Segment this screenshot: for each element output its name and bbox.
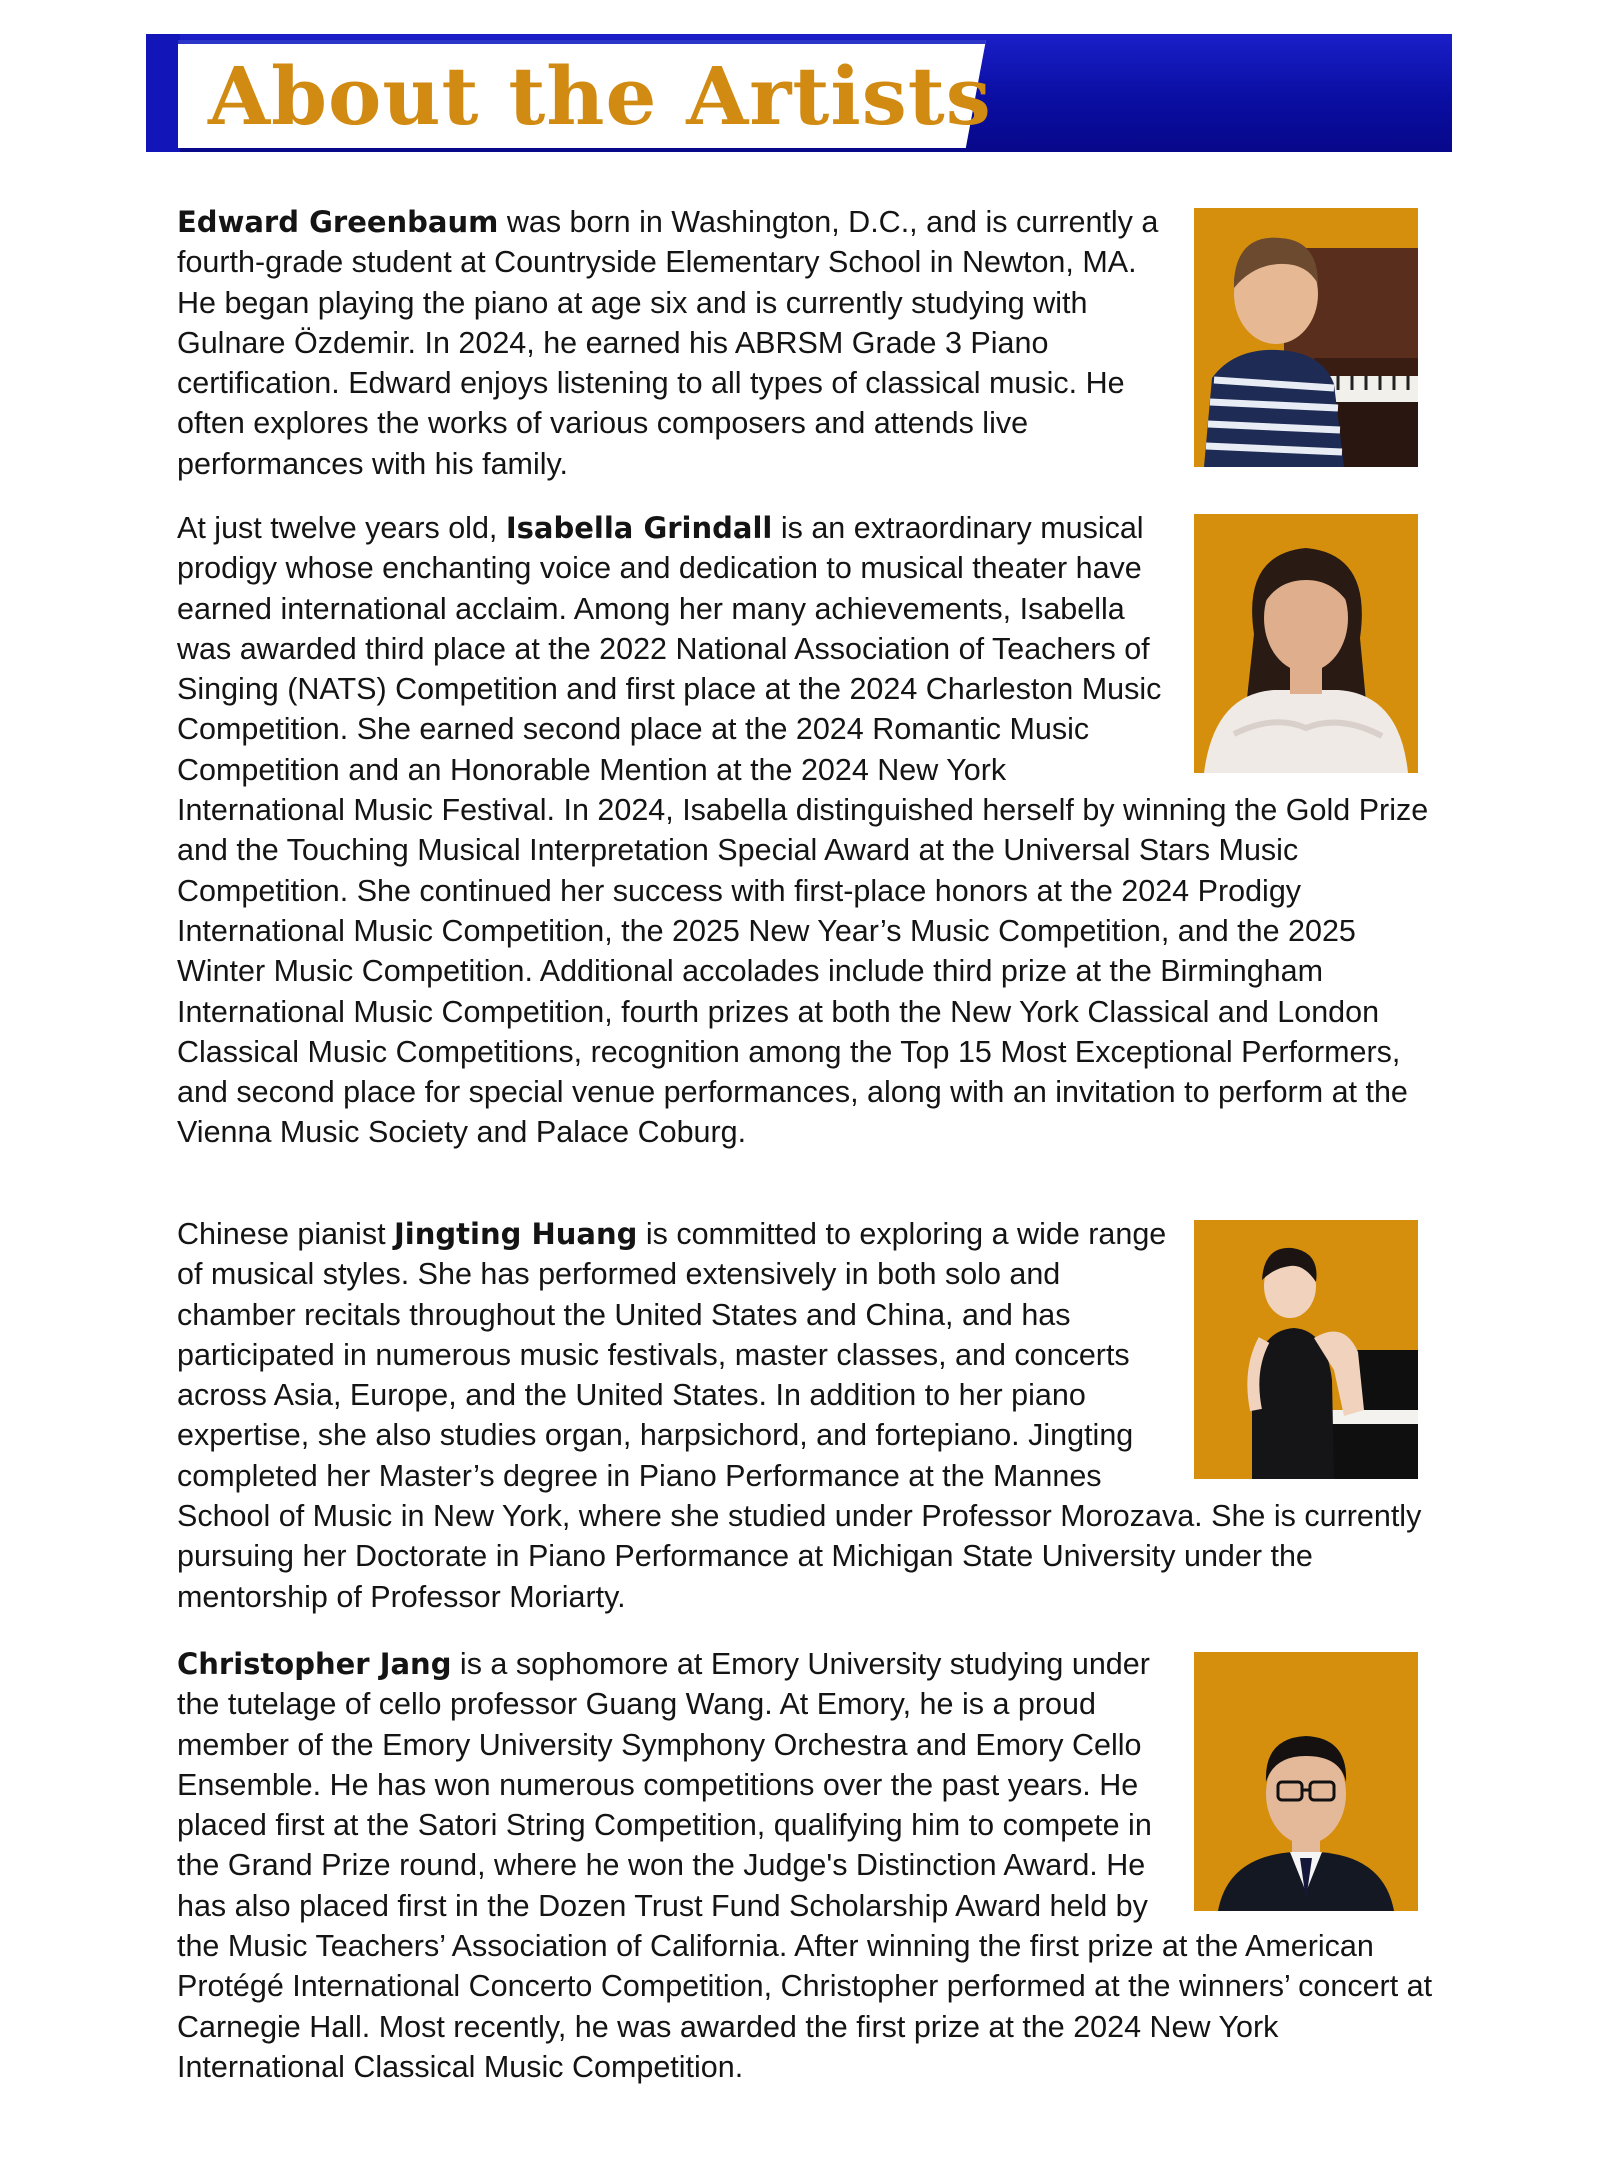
- artist-lead-3: Chinese pianist: [177, 1217, 395, 1251]
- artist-text-2: is an extraordinary musical prodigy whose enchanting voice and dedication to musical theater have earned international acclaim. Among her many achievements, Isabella was awarded third place at the 2022 National Association of Teachers of Singing (NATS) Competition and first place at the 2024 Charleston Music Competition. She earned second place at the 2024 Romantic Music Competition and an Honorable Mention at the 2024 New York International Music Festival. In 2024, Isabella distinguished herself by winning the Gold Prize and the Touching Musical Interpretation Special Award at the Universal Stars Music Competition. She continued her success with first-place honors at the 2024 Prodigy International Music Competition, the 2025 New Year’s Music Competition, and the 2025 Winter Music Competition. Additional accolades include third prize at the Birmingham International Music Competition, fourth prizes at both the New York Classical and London Classical Music Competitions, recognition among the Top 15 Most Exceptional Performers, and second place for special venue performances, along with an invitation to perform at the Vienna Music Society and Palace Coburg.: [177, 511, 1429, 1150]
- artist-photo-1: [1194, 208, 1418, 467]
- artist-bio-4: [177, 1644, 1437, 2087]
- boy-at-piano-icon: [1194, 208, 1418, 467]
- pianist-at-piano-icon: [1194, 1220, 1418, 1479]
- singer-portrait-icon: [1194, 514, 1418, 773]
- banner-accent: [146, 34, 180, 152]
- artist-photo-2: [1194, 514, 1418, 773]
- artist-bio-3: [177, 1214, 1437, 1617]
- artist-photo-4: [1194, 1652, 1418, 1911]
- artist-bio-2: [177, 508, 1437, 1153]
- artist-text-3: is committed to exploring a wide range of musical styles. She has performed extensively in both solo and chamber recitals throughout the United States and China, and has participated in numerous music festivals, master classes, and concerts across Asia, Europe, and the United States. In addition to her piano expertise, she also studies organ, harpsichord, and fortepiano. Jingting completed her Master’s degree in Piano Performance at the Mannes School of Music in New York, where she studied under Professor Morozava. She is currently pursuing her Doctorate in Piano Performance at Michigan State University under the mentorship of Professor Moriarty.: [177, 1217, 1422, 1614]
- artist-lead-2: At just twelve years old,: [177, 511, 506, 545]
- artist-photo-3: [1194, 1220, 1418, 1479]
- artist-bio-1: [177, 202, 1437, 484]
- cellist-portrait-icon: [1194, 1652, 1418, 1911]
- artist-text-4: is a sophomore at Emory University studying under the tutelage of cello professor Guang Wang. At Emory, he is a proud member of the Emory University Symphony Orchestra and Emory Cello Ensemble. He has won numerous competitions over the past years. He placed first at the Satori String Competition, qualifying him to compete in the Grand Prize round, where he won the Judge's Distinction Award. He has also placed first in the Dozen Trust Fund Scholarship Award held by the Music Teachers’ Association of California. After winning the first prize at the American Protégé International Concerto Competition, Christopher performed at the winners’ concert at Carnegie Hall. Most recently, he was awarded the first prize at the 2024 New York International Classical Music Competition.: [177, 1647, 1433, 2084]
- artist-text-1: was born in Washington, D.C., and is currently a fourth-grade student at Countryside Elementary School in Newton, MA. He began playing the piano at age six and is currently studying with Gulnare Özdemir. In 2024, he earned his ABRSM Grade 3 Piano certification. Edward enjoys listening to all types of classical music. He often explores the works of various composers and attends live performances with his family.: [177, 205, 1159, 481]
- artist-name-2: Isabella Grindall: [505, 511, 773, 545]
- artist-name-1: Edward Greenbaum: [177, 205, 499, 239]
- page-title: About the Artists: [208, 49, 992, 143]
- artist-name-3: Jingting Huang: [394, 1217, 638, 1251]
- artist-name-4: Christopher Jang: [177, 1647, 452, 1681]
